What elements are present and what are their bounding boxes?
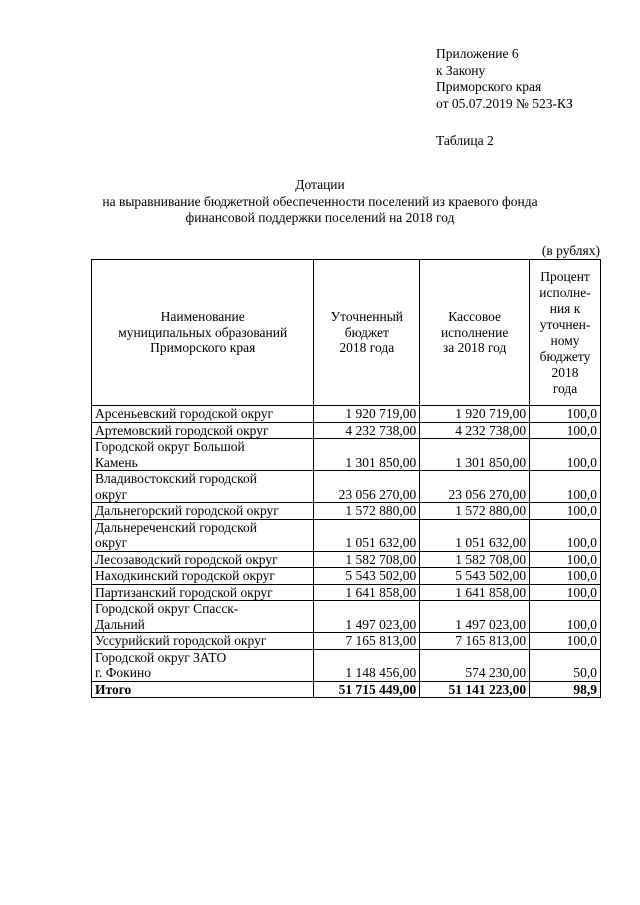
- municipality-name-line: Дальний: [95, 616, 145, 632]
- cell-cash-execution: 1 051 632,00: [420, 519, 530, 551]
- table-row: [92, 649, 601, 681]
- header-text: ному: [550, 332, 580, 348]
- cell-cash-execution: 1 641 858,00: [420, 584, 530, 601]
- table-label: Таблица 2: [436, 133, 494, 148]
- table-row: [92, 551, 601, 568]
- table-row: [92, 601, 601, 633]
- title-line: финансовой поддержки поселений на 2018 год: [185, 210, 455, 225]
- cell-budget: 5 543 502,00: [314, 568, 420, 585]
- header-text: муниципальных образований: [118, 324, 288, 340]
- municipality-name-line: Городской округ Спасск-: [95, 601, 239, 616]
- table-body: [92, 406, 601, 698]
- municipality-name-line: Лесозаводский городской округ: [95, 551, 278, 567]
- cell-percent: 100,0: [530, 503, 601, 520]
- cell-cash-execution: 1 301 850,00: [420, 439, 530, 471]
- cell-municipality: [92, 568, 314, 585]
- cell-budget: 1 497 023,00: [314, 601, 420, 633]
- cell-municipality: [92, 439, 314, 471]
- municipality-name-line: Партизанский городской округ: [95, 584, 273, 600]
- header-text: бюджет: [344, 324, 389, 340]
- appendix-header: [436, 46, 573, 112]
- cell-percent: 100,0: [530, 551, 601, 568]
- municipality-name-line: г. Фокино: [95, 665, 151, 680]
- cell-municipality: [92, 633, 314, 650]
- cell-cash-execution: 1 920 719,00: [420, 406, 530, 423]
- header-percent: [530, 260, 601, 406]
- municipality-name-line: Городской округ Большой: [95, 439, 245, 454]
- total-cash-execution: 51 141 223,00: [420, 681, 530, 698]
- cell-budget: 1 641 858,00: [314, 584, 420, 601]
- cell-municipality: [92, 406, 314, 423]
- cell-percent: 100,0: [530, 633, 601, 650]
- cell-cash-execution: 4 232 738,00: [420, 422, 530, 439]
- cell-percent: 100,0: [530, 584, 601, 601]
- title-line: Дотации: [295, 177, 345, 192]
- header-text: бюджету: [539, 348, 591, 364]
- subsidies-table: [91, 259, 601, 698]
- municipality-name-line: округ: [95, 535, 128, 550]
- document-title: [60, 177, 580, 227]
- cell-budget: 1 920 719,00: [314, 406, 420, 423]
- cell-cash-execution: 7 165 813,00: [420, 633, 530, 650]
- header-text: Уточненный: [330, 309, 404, 325]
- table-row: [92, 633, 601, 650]
- cell-percent: 50,0: [530, 649, 601, 681]
- municipality-name-line: Арсеньевский городской округ: [95, 406, 274, 421]
- table-row: [92, 568, 601, 585]
- cell-percent: 100,0: [530, 601, 601, 633]
- cell-percent: 100,0: [530, 471, 601, 503]
- header-text: Наименование: [160, 309, 245, 325]
- table-row: [92, 422, 601, 439]
- total-label: Итого: [92, 681, 314, 698]
- cell-municipality: [92, 471, 314, 503]
- municipality-name-line: Дальнегорский городской округ: [95, 503, 279, 518]
- cell-budget: 1 148 456,00: [314, 649, 420, 681]
- header-text: исполне-: [539, 284, 591, 300]
- cell-municipality: [92, 649, 314, 681]
- cell-cash-execution: 1 572 880,00: [420, 503, 530, 520]
- units-note: (в рублях): [541, 243, 600, 258]
- municipality-name-line: Камень: [95, 454, 138, 470]
- cell-budget: 1 572 880,00: [314, 503, 420, 520]
- table-header-row: [92, 260, 601, 406]
- cell-percent: 100,0: [530, 568, 601, 585]
- header-cash: [420, 260, 530, 406]
- cell-percent: 100,0: [530, 519, 601, 551]
- cell-budget: 1 301 850,00: [314, 439, 420, 471]
- table-row: [92, 503, 601, 520]
- header-text: исполнение: [440, 324, 509, 340]
- cell-cash-execution: 1 582 708,00: [420, 551, 530, 568]
- cell-budget: 1 051 632,00: [314, 519, 420, 551]
- cell-municipality: [92, 584, 314, 601]
- header-text: Кассовое: [448, 309, 502, 325]
- table-row: [92, 439, 601, 471]
- cell-budget: 1 582 708,00: [314, 551, 420, 568]
- appendix-line: Приморского края: [436, 79, 542, 94]
- cell-cash-execution: 574 230,00: [420, 649, 530, 681]
- cell-municipality: [92, 422, 314, 439]
- header-text: Приморского края: [150, 340, 256, 356]
- municipality-name-line: Городской округ ЗАТО: [95, 649, 227, 665]
- cell-municipality: [92, 601, 314, 633]
- municipality-name-line: Артемовский городской округ: [95, 422, 269, 438]
- cell-percent: 100,0: [530, 439, 601, 471]
- cell-budget: 4 232 738,00: [314, 422, 420, 439]
- header-budget: [314, 260, 420, 406]
- cell-budget: 7 165 813,00: [314, 633, 420, 650]
- header-name: [92, 260, 314, 406]
- cell-cash-execution: 23 056 270,00: [420, 471, 530, 503]
- appendix-line: Приложение 6: [436, 46, 519, 61]
- table-row: [92, 471, 601, 503]
- header-text: ния к: [549, 300, 581, 316]
- municipality-name-line: Владивостокский городской: [95, 471, 258, 486]
- cell-cash-execution: 1 497 023,00: [420, 601, 530, 633]
- table-row: [92, 519, 601, 551]
- header-text: уточнен-: [539, 316, 591, 332]
- cell-cash-execution: 5 543 502,00: [420, 568, 530, 585]
- appendix-line: от 05.07.2019 № 523-КЗ: [436, 95, 573, 111]
- cell-percent: 100,0: [530, 422, 601, 439]
- total-row: [92, 681, 601, 698]
- appendix-line: к Закону: [436, 62, 486, 78]
- total-budget: 51 715 449,00: [314, 681, 420, 698]
- cell-percent: 100,0: [530, 406, 601, 423]
- table-row: [92, 584, 601, 601]
- title-line: на выравнивание бюджетной обеспеченности поселений из краевого фонда: [102, 193, 538, 209]
- cell-municipality: [92, 551, 314, 568]
- cell-budget: 23 056 270,00: [314, 471, 420, 503]
- header-text: 2018 года: [339, 340, 395, 356]
- header-text: года: [552, 380, 578, 396]
- header-text: за 2018 год: [442, 340, 507, 356]
- municipality-name-line: округ: [95, 486, 128, 502]
- municipality-name-line: Дальнереченский городской: [95, 519, 257, 535]
- cell-municipality: [92, 503, 314, 520]
- total-percent: 98,9: [530, 681, 601, 698]
- municipality-name-line: Уссурийский городской округ: [95, 633, 267, 648]
- header-text: 2018: [551, 364, 579, 380]
- header-text: Процент: [540, 268, 590, 284]
- table-row: [92, 406, 601, 423]
- cell-municipality: [92, 519, 314, 551]
- municipality-name-line: Находкинский городской округ: [95, 568, 275, 583]
